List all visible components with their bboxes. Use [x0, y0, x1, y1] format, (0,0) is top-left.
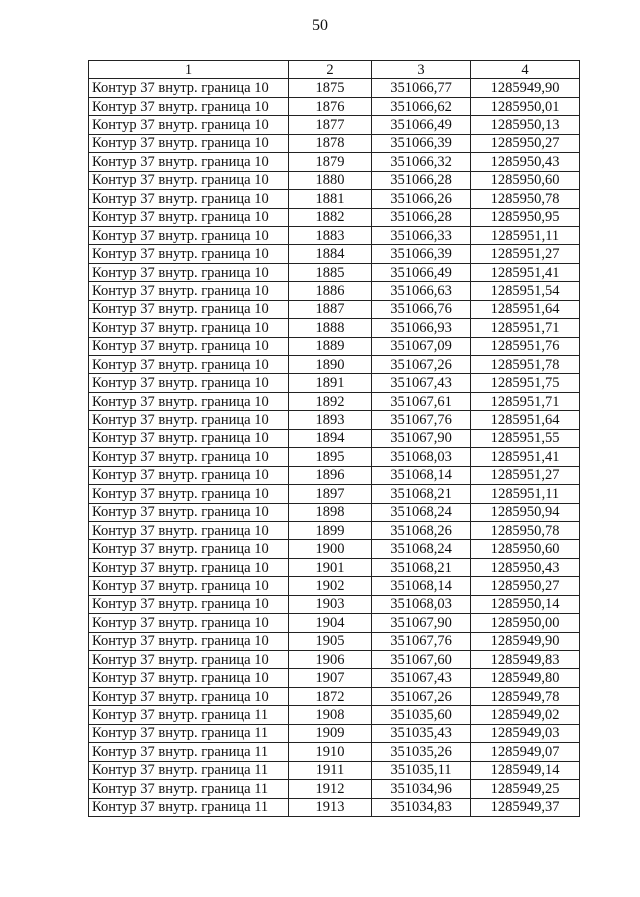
- contour-name-cell: Контур 37 внутр. граница 11: [89, 743, 289, 761]
- table-row: [89, 171, 580, 189]
- point-number-cell: 1887: [289, 300, 372, 318]
- contour-name-cell: Контур 37 внутр. граница 10: [89, 521, 289, 539]
- x-coordinate-cell: 351066,28: [372, 171, 471, 189]
- x-coordinate-cell: 351067,09: [372, 337, 471, 355]
- x-coordinate-cell: 351066,39: [372, 245, 471, 263]
- table-row: [89, 337, 580, 355]
- y-coordinate-cell: 1285950,60: [471, 540, 580, 558]
- point-number-cell: 1878: [289, 134, 372, 152]
- table-row: [89, 392, 580, 410]
- point-number-cell: 1885: [289, 263, 372, 281]
- y-coordinate-cell: 1285951,71: [471, 319, 580, 337]
- x-coordinate-cell: 351067,76: [372, 632, 471, 650]
- point-number-cell: 1880: [289, 171, 372, 189]
- table-row: [89, 429, 580, 447]
- table-row: [89, 374, 580, 392]
- y-coordinate-cell: 1285951,11: [471, 226, 580, 244]
- y-coordinate-cell: 1285949,80: [471, 669, 580, 687]
- point-number-cell: 1894: [289, 429, 372, 447]
- table-row: [89, 153, 580, 171]
- contour-name-cell: Контур 37 внутр. граница 10: [89, 448, 289, 466]
- contour-name-cell: Контур 37 внутр. граница 10: [89, 429, 289, 447]
- contour-name-cell: Контур 37 внутр. граница 10: [89, 595, 289, 613]
- contour-name-cell: Контур 37 внутр. граница 10: [89, 245, 289, 263]
- x-coordinate-cell: 351068,24: [372, 540, 471, 558]
- x-coordinate-cell: 351066,76: [372, 300, 471, 318]
- point-number-cell: 1899: [289, 521, 372, 539]
- contour-name-cell: Контур 37 внутр. граница 10: [89, 577, 289, 595]
- contour-name-cell: Контур 37 внутр. граница 10: [89, 687, 289, 705]
- table-row: [89, 558, 580, 576]
- table-row: [89, 448, 580, 466]
- y-coordinate-cell: 1285949,90: [471, 632, 580, 650]
- point-number-cell: 1882: [289, 208, 372, 226]
- x-coordinate-cell: 351066,32: [372, 153, 471, 171]
- y-coordinate-cell: 1285950,78: [471, 521, 580, 539]
- y-coordinate-cell: 1285950,94: [471, 503, 580, 521]
- y-coordinate-cell: 1285951,75: [471, 374, 580, 392]
- y-coordinate-cell: 1285951,41: [471, 263, 580, 281]
- contour-name-cell: Контур 37 внутр. граница 10: [89, 226, 289, 244]
- point-number-cell: 1900: [289, 540, 372, 558]
- contour-name-cell: Контур 37 внутр. граница 10: [89, 466, 289, 484]
- table-row: [89, 521, 580, 539]
- header-cell-4: 4: [471, 61, 580, 79]
- table-row: [89, 798, 580, 816]
- contour-name-cell: Контур 37 внутр. граница 11: [89, 706, 289, 724]
- contour-name-cell: Контур 37 внутр. граница 10: [89, 134, 289, 152]
- point-number-cell: 1875: [289, 79, 372, 97]
- contour-name-cell: Контур 37 внутр. граница 11: [89, 724, 289, 742]
- x-coordinate-cell: 351066,93: [372, 319, 471, 337]
- y-coordinate-cell: 1285951,27: [471, 245, 580, 263]
- table-body: [89, 61, 580, 817]
- table-row: [89, 706, 580, 724]
- point-number-cell: 1895: [289, 448, 372, 466]
- table-row: [89, 466, 580, 484]
- x-coordinate-cell: 351066,28: [372, 208, 471, 226]
- y-coordinate-cell: 1285951,76: [471, 337, 580, 355]
- table-row: [89, 761, 580, 779]
- y-coordinate-cell: 1285949,78: [471, 687, 580, 705]
- x-coordinate-cell: 351068,26: [372, 521, 471, 539]
- x-coordinate-cell: 351034,83: [372, 798, 471, 816]
- y-coordinate-cell: 1285949,83: [471, 651, 580, 669]
- point-number-cell: 1876: [289, 97, 372, 115]
- table-row: [89, 97, 580, 115]
- contour-name-cell: Контур 37 внутр. граница 10: [89, 503, 289, 521]
- coordinates-table: [88, 60, 580, 817]
- y-coordinate-cell: 1285950,60: [471, 171, 580, 189]
- table-row: [89, 208, 580, 226]
- y-coordinate-cell: 1285951,54: [471, 282, 580, 300]
- contour-name-cell: Контур 37 внутр. граница 10: [89, 263, 289, 281]
- table-row: [89, 79, 580, 97]
- y-coordinate-cell: 1285950,43: [471, 558, 580, 576]
- table-row: [89, 743, 580, 761]
- x-coordinate-cell: 351066,49: [372, 116, 471, 134]
- header-cell-3: 3: [372, 61, 471, 79]
- table-row: [89, 651, 580, 669]
- point-number-cell: 1886: [289, 282, 372, 300]
- point-number-cell: 1898: [289, 503, 372, 521]
- y-coordinate-cell: 1285951,41: [471, 448, 580, 466]
- point-number-cell: 1908: [289, 706, 372, 724]
- y-coordinate-cell: 1285950,27: [471, 134, 580, 152]
- point-number-cell: 1902: [289, 577, 372, 595]
- x-coordinate-cell: 351066,77: [372, 79, 471, 97]
- contour-name-cell: Контур 37 внутр. граница 10: [89, 669, 289, 687]
- x-coordinate-cell: 351067,26: [372, 687, 471, 705]
- point-number-cell: 1903: [289, 595, 372, 613]
- point-number-cell: 1901: [289, 558, 372, 576]
- table-row: [89, 226, 580, 244]
- x-coordinate-cell: 351068,21: [372, 485, 471, 503]
- y-coordinate-cell: 1285950,00: [471, 614, 580, 632]
- table-row: [89, 356, 580, 374]
- contour-name-cell: Контур 37 внутр. граница 10: [89, 632, 289, 650]
- contour-name-cell: Контур 37 внутр. граница 10: [89, 79, 289, 97]
- contour-name-cell: Контур 37 внутр. граница 10: [89, 208, 289, 226]
- table-row: [89, 263, 580, 281]
- point-number-cell: 1912: [289, 780, 372, 798]
- x-coordinate-cell: 351067,90: [372, 429, 471, 447]
- point-number-cell: 1906: [289, 651, 372, 669]
- y-coordinate-cell: 1285951,11: [471, 485, 580, 503]
- y-coordinate-cell: 1285949,07: [471, 743, 580, 761]
- contour-name-cell: Контур 37 внутр. граница 10: [89, 374, 289, 392]
- contour-name-cell: Контур 37 внутр. граница 10: [89, 171, 289, 189]
- page-number: 50: [312, 17, 328, 34]
- table-row: [89, 319, 580, 337]
- table-row: [89, 595, 580, 613]
- contour-name-cell: Контур 37 внутр. граница 10: [89, 540, 289, 558]
- y-coordinate-cell: 1285950,78: [471, 190, 580, 208]
- table-row: [89, 724, 580, 742]
- table-row: [89, 411, 580, 429]
- y-coordinate-cell: 1285951,27: [471, 466, 580, 484]
- y-coordinate-cell: 1285949,03: [471, 724, 580, 742]
- x-coordinate-cell: 351035,60: [372, 706, 471, 724]
- point-number-cell: 1883: [289, 226, 372, 244]
- x-coordinate-cell: 351068,14: [372, 577, 471, 595]
- contour-name-cell: Контур 37 внутр. граница 10: [89, 319, 289, 337]
- x-coordinate-cell: 351067,43: [372, 374, 471, 392]
- x-coordinate-cell: 351066,39: [372, 134, 471, 152]
- y-coordinate-cell: 1285951,78: [471, 356, 580, 374]
- point-number-cell: 1897: [289, 485, 372, 503]
- contour-name-cell: Контур 37 внутр. граница 10: [89, 190, 289, 208]
- point-number-cell: 1879: [289, 153, 372, 171]
- y-coordinate-cell: 1285950,01: [471, 97, 580, 115]
- contour-name-cell: Контур 37 внутр. граница 10: [89, 300, 289, 318]
- y-coordinate-cell: 1285950,14: [471, 595, 580, 613]
- table-header-row: [89, 61, 580, 79]
- table-row: [89, 540, 580, 558]
- table-row: [89, 190, 580, 208]
- point-number-cell: 1892: [289, 392, 372, 410]
- x-coordinate-cell: 351067,43: [372, 669, 471, 687]
- y-coordinate-cell: 1285949,25: [471, 780, 580, 798]
- y-coordinate-cell: 1285951,71: [471, 392, 580, 410]
- y-coordinate-cell: 1285949,37: [471, 798, 580, 816]
- table-row: [89, 134, 580, 152]
- x-coordinate-cell: 351034,96: [372, 780, 471, 798]
- contour-name-cell: Контур 37 внутр. граница 10: [89, 651, 289, 669]
- point-number-cell: 1888: [289, 319, 372, 337]
- y-coordinate-cell: 1285950,95: [471, 208, 580, 226]
- header-cell-1: 1: [89, 61, 289, 79]
- point-number-cell: 1907: [289, 669, 372, 687]
- contour-name-cell: Контур 37 внутр. граница 10: [89, 558, 289, 576]
- y-coordinate-cell: 1285951,55: [471, 429, 580, 447]
- table-row: [89, 687, 580, 705]
- contour-name-cell: Контур 37 внутр. граница 10: [89, 282, 289, 300]
- contour-name-cell: Контур 37 внутр. граница 10: [89, 97, 289, 115]
- table-row: [89, 577, 580, 595]
- table-row: [89, 780, 580, 798]
- contour-name-cell: Контур 37 внутр. граница 10: [89, 392, 289, 410]
- x-coordinate-cell: 351067,90: [372, 614, 471, 632]
- header-cell-2: 2: [289, 61, 372, 79]
- x-coordinate-cell: 351066,33: [372, 226, 471, 244]
- point-number-cell: 1904: [289, 614, 372, 632]
- contour-name-cell: Контур 37 внутр. граница 10: [89, 614, 289, 632]
- table-row: [89, 503, 580, 521]
- point-number-cell: 1910: [289, 743, 372, 761]
- contour-name-cell: Контур 37 внутр. граница 10: [89, 153, 289, 171]
- x-coordinate-cell: 351035,11: [372, 761, 471, 779]
- contour-name-cell: Контур 37 внутр. граница 11: [89, 780, 289, 798]
- point-number-cell: 1896: [289, 466, 372, 484]
- x-coordinate-cell: 351067,76: [372, 411, 471, 429]
- table-row: [89, 300, 580, 318]
- point-number-cell: 1911: [289, 761, 372, 779]
- x-coordinate-cell: 351068,03: [372, 595, 471, 613]
- point-number-cell: 1881: [289, 190, 372, 208]
- x-coordinate-cell: 351067,26: [372, 356, 471, 374]
- x-coordinate-cell: 351068,24: [372, 503, 471, 521]
- point-number-cell: 1909: [289, 724, 372, 742]
- x-coordinate-cell: 351066,49: [372, 263, 471, 281]
- y-coordinate-cell: 1285950,13: [471, 116, 580, 134]
- table-row: [89, 245, 580, 263]
- x-coordinate-cell: 351068,03: [372, 448, 471, 466]
- table-row: [89, 669, 580, 687]
- y-coordinate-cell: 1285951,64: [471, 300, 580, 318]
- table-row: [89, 632, 580, 650]
- point-number-cell: 1877: [289, 116, 372, 134]
- point-number-cell: 1890: [289, 356, 372, 374]
- contour-name-cell: Контур 37 внутр. граница 10: [89, 411, 289, 429]
- point-number-cell: 1905: [289, 632, 372, 650]
- x-coordinate-cell: 351066,26: [372, 190, 471, 208]
- point-number-cell: 1893: [289, 411, 372, 429]
- point-number-cell: 1872: [289, 687, 372, 705]
- y-coordinate-cell: 1285951,64: [471, 411, 580, 429]
- contour-name-cell: Контур 37 внутр. граница 10: [89, 116, 289, 134]
- contour-name-cell: Контур 37 внутр. граница 10: [89, 337, 289, 355]
- x-coordinate-cell: 351067,60: [372, 651, 471, 669]
- point-number-cell: 1913: [289, 798, 372, 816]
- x-coordinate-cell: 351068,14: [372, 466, 471, 484]
- y-coordinate-cell: 1285950,27: [471, 577, 580, 595]
- y-coordinate-cell: 1285949,14: [471, 761, 580, 779]
- point-number-cell: 1889: [289, 337, 372, 355]
- contour-name-cell: Контур 37 внутр. граница 10: [89, 485, 289, 503]
- table-row: [89, 485, 580, 503]
- x-coordinate-cell: 351066,63: [372, 282, 471, 300]
- y-coordinate-cell: 1285949,90: [471, 79, 580, 97]
- x-coordinate-cell: 351068,21: [372, 558, 471, 576]
- table-row: [89, 116, 580, 134]
- table-row: [89, 282, 580, 300]
- y-coordinate-cell: 1285950,43: [471, 153, 580, 171]
- point-number-cell: 1891: [289, 374, 372, 392]
- contour-name-cell: Контур 37 внутр. граница 11: [89, 798, 289, 816]
- y-coordinate-cell: 1285949,02: [471, 706, 580, 724]
- table-row: [89, 614, 580, 632]
- contour-name-cell: Контур 37 внутр. граница 11: [89, 761, 289, 779]
- x-coordinate-cell: 351066,62: [372, 97, 471, 115]
- contour-name-cell: Контур 37 внутр. граница 10: [89, 356, 289, 374]
- x-coordinate-cell: 351067,61: [372, 392, 471, 410]
- x-coordinate-cell: 351035,26: [372, 743, 471, 761]
- point-number-cell: 1884: [289, 245, 372, 263]
- x-coordinate-cell: 351035,43: [372, 724, 471, 742]
